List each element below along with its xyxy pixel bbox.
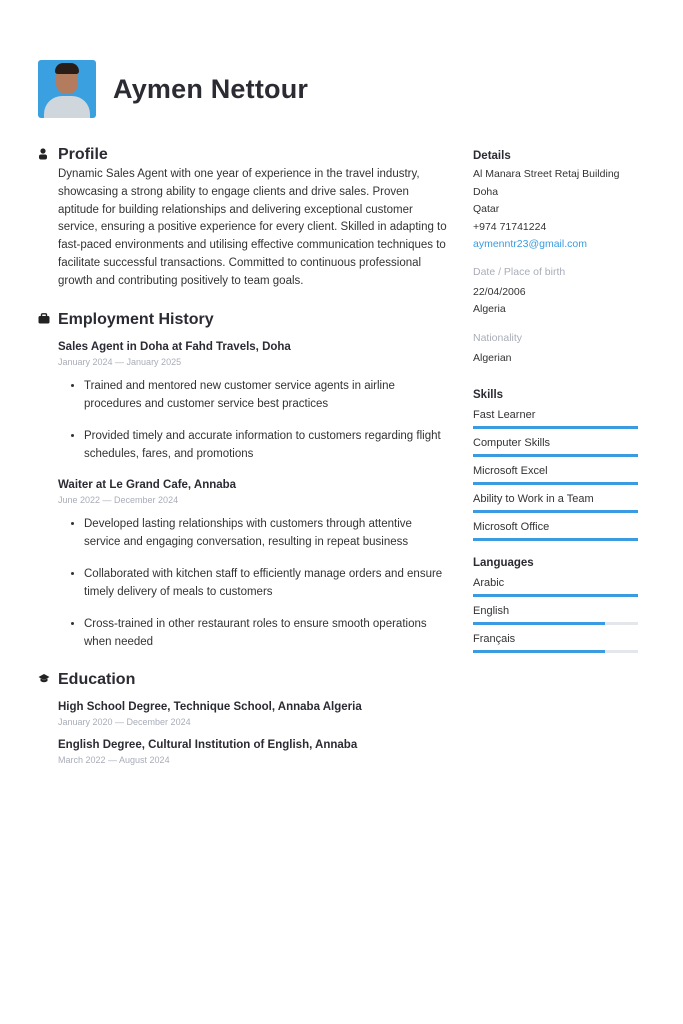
education-title: English Degree, Cultural Institution of English, Annaba bbox=[58, 738, 358, 751]
skill-item-level-fill bbox=[473, 426, 638, 429]
skill-item-level-bar bbox=[473, 482, 638, 485]
skills-heading: Skills bbox=[473, 389, 504, 401]
job-entry bbox=[58, 339, 448, 463]
nationality: Algerian bbox=[473, 351, 512, 364]
skill-item-level-bar bbox=[473, 538, 638, 541]
skill-item-level-fill bbox=[473, 454, 638, 457]
address-line: Al Manara Street Retaj Building bbox=[473, 168, 620, 180]
language-item bbox=[473, 575, 638, 597]
person-name: Aymen Nettour bbox=[113, 73, 309, 104]
profile-heading: Profile bbox=[58, 146, 108, 163]
language-item-level-fill bbox=[473, 650, 605, 653]
job-entry bbox=[58, 477, 448, 651]
skill-item bbox=[473, 491, 638, 513]
education-dates: January 2020 — December 2024 bbox=[58, 716, 191, 727]
skill-item-label: Ability to Work in a Team bbox=[473, 493, 594, 505]
skill-item bbox=[473, 407, 638, 429]
job-dates: January 2024 — January 2025 bbox=[58, 356, 182, 367]
skills-list bbox=[473, 407, 638, 541]
skill-item bbox=[473, 519, 638, 541]
job-bullet: • Collaborated with kitchen staff to efficiently manage orders and ensure timely delivery of meals to customers bbox=[84, 565, 448, 601]
email-link[interactable]: aymenntr23@gmail.com bbox=[473, 238, 587, 250]
language-item bbox=[473, 631, 638, 653]
phone: +974 71741224 bbox=[473, 220, 547, 233]
education-section bbox=[38, 669, 448, 767]
birth-label: Date / Place of birth bbox=[473, 265, 566, 278]
profile-section bbox=[38, 144, 448, 291]
skill-item-label: Microsoft Excel bbox=[473, 465, 548, 477]
skill-item-level-bar bbox=[473, 454, 638, 457]
skill-item-label: Fast Learner bbox=[473, 409, 536, 421]
main-column bbox=[38, 144, 448, 785]
details-heading: Details bbox=[473, 150, 511, 162]
language-item-label: English bbox=[473, 605, 510, 617]
graduation-cap-icon bbox=[38, 673, 58, 687]
birth-place: Algeria bbox=[473, 303, 506, 315]
education-title: High School Degree, Technique School, Annaba Algeria bbox=[58, 700, 362, 713]
skill-item-level-fill bbox=[473, 482, 638, 485]
job-title: Sales Agent in Doha at Fahd Travels, Doha bbox=[58, 340, 291, 353]
education-dates: March 2022 — August 2024 bbox=[58, 754, 170, 765]
skill-item-level-fill bbox=[473, 510, 638, 513]
education-entry bbox=[58, 699, 448, 729]
skill-item-label: Computer Skills bbox=[473, 437, 551, 449]
education-heading: Education bbox=[58, 670, 136, 688]
briefcase-icon bbox=[38, 313, 58, 327]
languages-list bbox=[473, 575, 638, 653]
language-item-label: Arabic bbox=[473, 577, 505, 589]
job-bullet: • Cross-trained in other restaurant roles to ensure smooth operations when needed bbox=[84, 615, 448, 651]
skill-item-level-bar bbox=[473, 510, 638, 513]
skill-item-level-bar bbox=[473, 426, 638, 429]
person-icon bbox=[38, 148, 58, 163]
language-item-level-bar bbox=[473, 594, 638, 597]
language-item-level-bar bbox=[473, 650, 638, 653]
resume-header bbox=[38, 60, 308, 118]
birth-date: 22/04/2006 bbox=[473, 285, 526, 298]
job-bullet: • Trained and mentored new customer service agents in airline procedures and customer service best practices bbox=[84, 377, 448, 413]
profile-photo bbox=[38, 60, 96, 118]
country: Qatar bbox=[473, 203, 500, 215]
side-column bbox=[473, 148, 638, 659]
skill-item bbox=[473, 435, 638, 457]
skill-item-level-fill bbox=[473, 538, 638, 541]
language-item-level-bar bbox=[473, 622, 638, 625]
profile-text: Dynamic Sales Agent with one year of experience in the travel industry, showcasing a strong ability to engage clients and drive sales. Proven aptitude for building relationships and delivering exceptional customer service, ensuring a positive experience for every client. Skilled in adapting to fast-paced environments and utilising effective communication techniques to facilitate successful transactions. Committed to continuous professional growth and contributing positively to team goals. bbox=[58, 168, 447, 287]
job-bullet: • Provided timely and accurate information to customers regarding flight schedules, fares, and promotions bbox=[84, 427, 448, 463]
education-entry bbox=[58, 737, 448, 767]
employment-section bbox=[38, 309, 448, 651]
language-item bbox=[473, 603, 638, 625]
languages-heading: Languages bbox=[473, 557, 534, 569]
skill-item-label: Microsoft Office bbox=[473, 521, 550, 533]
nationality-label: Nationality bbox=[473, 331, 523, 344]
city: Doha bbox=[473, 185, 499, 198]
job-title: Waiter at Le Grand Cafe, Annaba bbox=[58, 478, 237, 491]
language-item-level-fill bbox=[473, 622, 605, 625]
employment-heading: Employment History bbox=[58, 310, 214, 328]
job-dates: June 2022 — December 2024 bbox=[58, 494, 179, 505]
language-item-label: Français bbox=[473, 633, 516, 645]
language-item-level-fill bbox=[473, 594, 638, 597]
job-bullet: • Developed lasting relationships with customers through attentive service and engaging conversation, resulting in repeat business bbox=[84, 515, 448, 551]
job-bullets bbox=[58, 377, 448, 463]
job-bullets bbox=[58, 515, 448, 651]
skill-item bbox=[473, 463, 638, 485]
